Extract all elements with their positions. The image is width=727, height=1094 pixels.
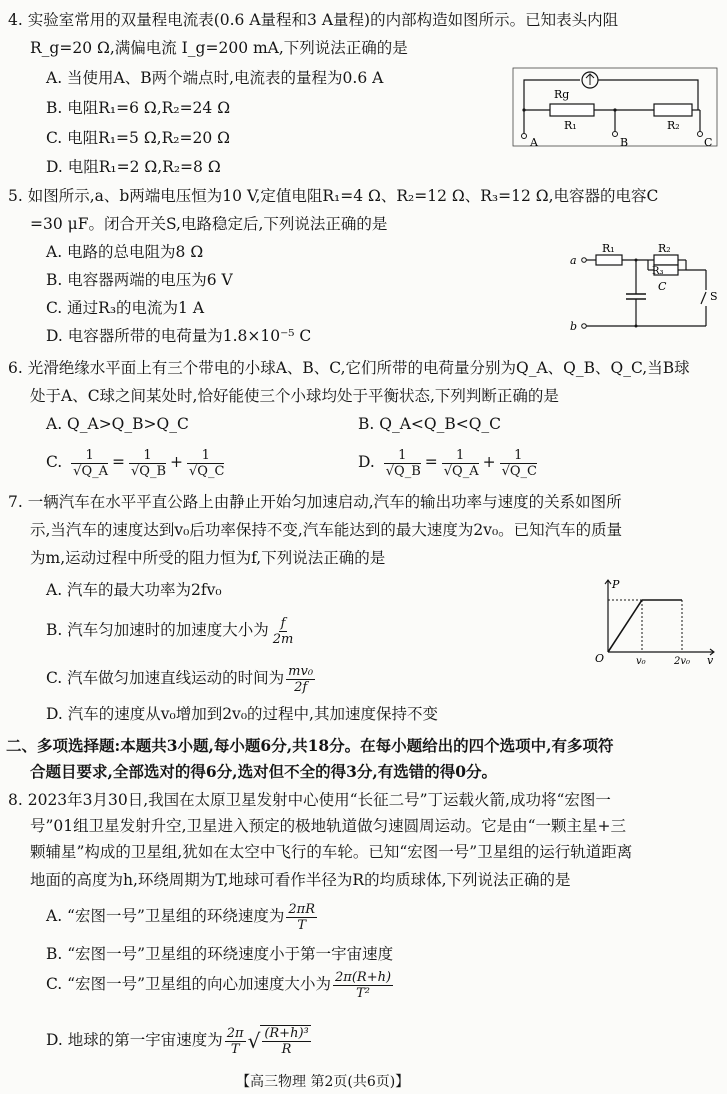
q5-option-b: B. 电容器两端的电压为6 V — [46, 271, 233, 289]
q6-option-d: D. $\frac{1}{√Q\_B}$ = $\frac{1}{√Q\_A}$ + $\frac{1}{√Q\_C}$ — [358, 447, 537, 479]
q4-stem-line1: 4. 实验室常用的双量程电流表(0.6 A量程和3 A量程)的内部构造如图所示。已知表头内阻 — [8, 11, 619, 29]
q8-stem-line3: 颗辅星”构成的卫星组,犹如在太空中飞行的车轮。已知“宏图一号”卫星组的运行轨道距离 — [30, 843, 633, 861]
q4-option-c: C. 电阻R₁=5 Ω,R₂=20 Ω — [46, 129, 230, 147]
q7-stem-line2: 示,当汽车的速度达到v₀后功率保持不变,汽车能达到的最大速度为2v₀。已知汽车的质量 — [30, 521, 623, 539]
q4-option-d: D. 电阻R₁=2 Ω,R₂=8 Ω — [46, 158, 221, 176]
q6-option-c: C. $\frac{1}{√Q\_A}$ = $\frac{1}{√Q\_B}$ + $\frac{1}{√Q\_C}$ — [46, 447, 225, 479]
q5-label-r3: R₃ — [652, 266, 664, 277]
q7-power-velocity-graph — [592, 576, 720, 666]
q5-label-r1: R₁ — [602, 242, 615, 255]
q7-option-a: A. 汽车的最大功率为2fv₀ — [46, 581, 222, 599]
q5-label-r2: R₂ — [658, 242, 671, 255]
q6-c-frac-c: $\frac{1}{√Q\_C}$ — [189, 447, 225, 479]
q6-stem-line2: 处于A、C球之间某处时,恰好能使三个小球均处于平衡状态,下列判断正确的是 — [30, 387, 559, 405]
q7-option-d: D. 汽车的速度从v₀增加到2v₀的过程中,其加速度保持不变 — [46, 705, 438, 723]
q8-option-a: A. “宏图一号”卫星组的环绕速度为 $\frac{2\pi R}{T}$ — [46, 901, 316, 933]
q4-label-r1: R₁ — [564, 119, 577, 132]
q4-label-a: A — [530, 136, 538, 149]
q5-label-b: b — [570, 320, 578, 333]
q8-option-b: B. “宏图一号”卫星组的环绕速度小于第一宇宙速度 — [46, 945, 394, 963]
q8-option-d: D. 地球的第一宇宙速度为 $\frac{2\pi}{T}$ √ $\frac{\text{(R+h)³}}{R}$ — [46, 1025, 309, 1057]
q6-option-a: A. Q_A>Q_B>Q_C — [46, 415, 189, 433]
q6-d-frac-b: $\frac{1}{√Q\_B}$ — [385, 447, 421, 479]
q6-c-frac-a: $\frac{1}{√Q\_A}$ — [73, 447, 109, 479]
q4-option-b: B. 电阻R₁=6 Ω,R₂=24 Ω — [46, 99, 231, 117]
q5-stem-line1: 5. 如图所示,a、b两端电压恒为10 V,定值电阻R₁=4 Ω、R₂=12 Ω、R₃=12 Ω,电容器的电容C — [8, 187, 659, 205]
section2-heading-line1: 二、多项选择题:本题共3小题,每小题6分,共18分。在每小题给出的四个选项中,有多项符 — [6, 736, 614, 755]
q7-stem-line1: 7. 一辆汽车在水平平直公路上由静止开始匀加速启动,汽车的输出功率与速度的关系如图所 — [8, 493, 622, 511]
q5-stem-line2: =30 μF。闭合开关S,电路稳定后,下列说法正确的是 — [30, 215, 388, 233]
section2-heading-line2: 合题目要求,全部选对的得6分,选对但不全的得3分,有选错的得0分。 — [30, 762, 498, 781]
q5-label-c: C — [658, 280, 667, 293]
q5-option-c: C. 通过R₃的电流为1 A — [46, 299, 205, 317]
q5-option-a: A. 电路的总电阻为8 Ω — [46, 243, 204, 261]
q4-label-r2: R₂ — [667, 119, 680, 132]
q7-origin-o: O — [595, 652, 605, 665]
q6-d-label: D. — [358, 453, 375, 471]
q6-c-label: C. — [46, 453, 63, 471]
page-footer: 【高三物理 第2页(共6页)】 — [236, 1074, 410, 1090]
q7-option-c: C. 汽车做匀加速直线运动的时间为 $\frac{\text{mv₀}}{2f}$ — [46, 663, 314, 695]
q8-option-c: C. “宏图一号”卫星组的向心加速度大小为 $\frac{2\pi(R+h)}{\text{T²}}$ — [46, 969, 392, 1001]
q6-d-frac-a: $\frac{1}{√Q\_A}$ — [443, 447, 479, 479]
q7-tick-v0: v₀ — [636, 656, 646, 666]
q7-axis-v: v — [707, 654, 714, 666]
q8-stem-line1: 8. 2023年3月30日,我国在太原卫星发射中心使用“长征二号”丁运载火箭,成功将“宏图一 — [8, 791, 611, 809]
q5-label-a: a — [570, 254, 577, 267]
q4-stem-line2: R_g=20 Ω,满偏电流 I_g=200 mA,下列说法正确的是 — [30, 39, 408, 57]
q8-stem-line2: 号”01组卫星发射升空,卫星进入预定的极地轨道做匀速圆周运动。它是由“一颗主星+三 — [30, 817, 626, 835]
q7-stem-line3: 为m,运动过程中所受的阻力恒为f,下列说法正确的是 — [30, 549, 386, 567]
q7-tick-2v0: 2v₀ — [674, 656, 691, 666]
q4-label-c: C — [704, 136, 713, 149]
q4-label-b: B — [620, 136, 629, 149]
q6-stem-line1: 6. 光滑绝缘水平面上有三个带电的小球A、B、C,它们所带的电荷量分别为Q_A、Q_B、Q_C,当B球 — [8, 359, 690, 377]
q5-circuit-diagram — [566, 242, 718, 338]
q6-c-frac-b: $\frac{1}{√Q\_B}$ — [131, 447, 167, 479]
q4-label-rg: Rg — [554, 88, 570, 101]
q6-d-frac-c: $\frac{1}{√Q\_C}$ — [501, 447, 537, 479]
q8-stem-line4: 地面的高度为h,环绕周期为T,地球可看作半径为R的均质球体,下列说法正确的是 — [30, 871, 571, 889]
q4-option-a: A. 当使用A、B两个端点时,电流表的量程为0.6 A — [46, 69, 384, 87]
q6-option-b: B. Q_A<Q_B<Q_C — [358, 415, 502, 433]
q7-option-b: B. 汽车匀加速时的加速度大小为 $\frac{f}{2m}$ — [46, 615, 294, 647]
q7-axis-p: P — [612, 578, 620, 591]
q5-label-s: S — [710, 290, 718, 303]
q4-circuit-diagram — [510, 66, 720, 150]
q5-option-d: D. 电容器所带的电荷量为1.8×10⁻⁵ C — [46, 327, 312, 345]
